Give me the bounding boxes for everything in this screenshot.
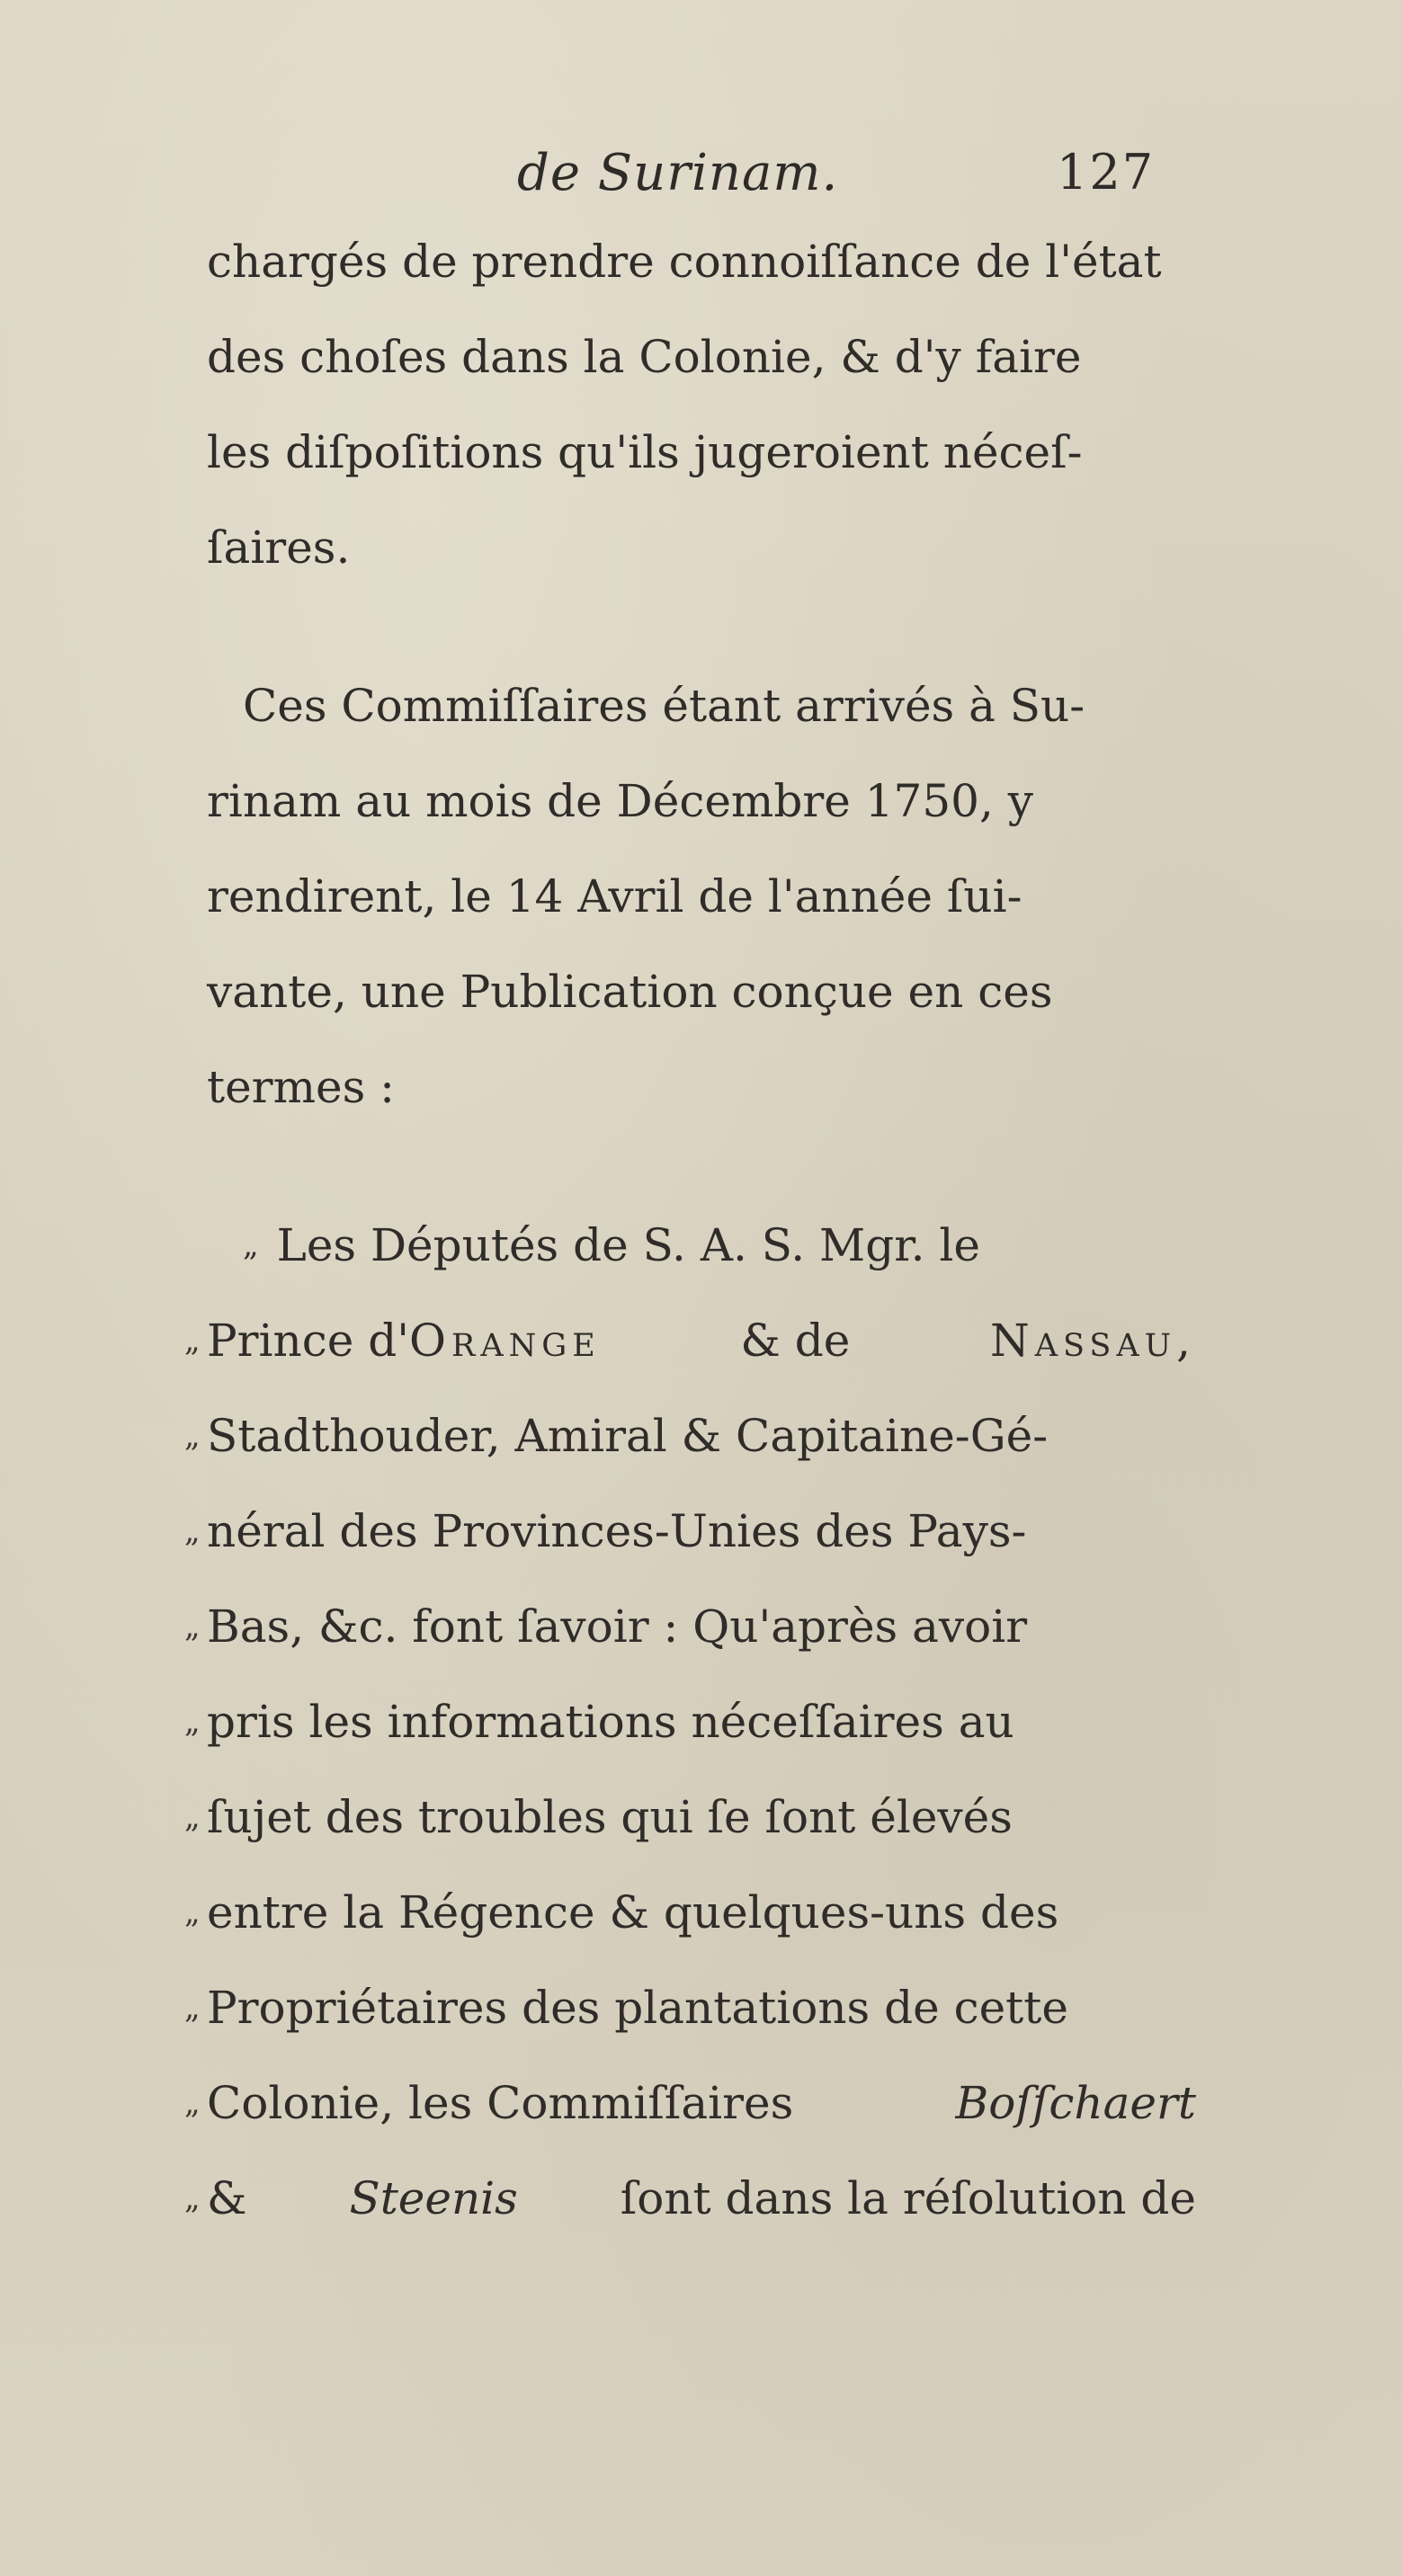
page-number: 127: [1057, 144, 1156, 201]
text-line: termes :: [207, 1061, 395, 1113]
quote-line: [184, 1960, 1196, 2055]
quote-line: [184, 1674, 1196, 1769]
quote-mark: „: [184, 1894, 201, 1930]
text-line: les diſpoſitions qu'ils jugeroient néceſ-: [207, 426, 1083, 478]
quote-mark: „: [184, 2085, 201, 2121]
quote-line: [184, 1865, 1196, 1960]
quote-mark: „: [184, 2180, 201, 2216]
quote-mark: „: [184, 1799, 201, 1835]
quote-fragment: ſont dans la réſolution de: [620, 2172, 1196, 2224]
quote-line: [184, 1293, 1196, 1388]
quote-line: [184, 1484, 1196, 1579]
quote-line: [184, 1579, 1196, 1674]
page-header: [0, 144, 1402, 207]
text-line: rinam au mois de Décembre 1750, y: [207, 775, 1034, 827]
quote-mark: „: [184, 1609, 201, 1645]
quote-fragment: & de: [740, 1315, 851, 1367]
name-bosschaert: Boſſchaert: [955, 2077, 1196, 2129]
quote-fragment: Prince d': [207, 1315, 409, 1367]
name-steenis: Steenis: [349, 2172, 518, 2224]
quote-text: néral des Provinces-Unies des Pays-: [207, 1505, 1027, 1557]
text-line: rendirent, le 14 Avril de l'année ſui-: [207, 870, 1022, 923]
quote-mark: „: [243, 1227, 259, 1263]
name-nassau: Nassau,: [989, 1315, 1196, 1367]
quote-line: [184, 2055, 1196, 2151]
quote-line: [184, 1769, 1196, 1865]
text-line: des choſes dans la Colonie, & d'y faire: [207, 331, 1082, 383]
quote-mark: „: [184, 1418, 201, 1454]
quote-line: [184, 2151, 1196, 2246]
running-head: de Surinam.: [517, 144, 839, 202]
quote-mark: „: [184, 1704, 201, 1740]
quote-line: [207, 1198, 1196, 1293]
text-line: ſaires.: [207, 521, 351, 574]
quote-text: [207, 2151, 1196, 2246]
quote-mark: „: [184, 1513, 201, 1549]
quote-text: [207, 2055, 1196, 2151]
quoted-publication: [184, 1198, 1196, 2246]
quote-text: Propriétaires des plantations de cette: [207, 1982, 1068, 2034]
quote-text: Stadthouder, Amiral & Capitaine-Gé-: [207, 1410, 1049, 1462]
text-line: chargés de prendre connoiſſance de l'état: [207, 236, 1162, 288]
quote-mark: „: [184, 1323, 201, 1359]
body-text: [184, 214, 1196, 2246]
quote-text: [207, 1293, 1196, 1388]
name-orange: Orange: [408, 1315, 601, 1367]
quote-text: entre la Régence & quelques-uns des: [207, 1886, 1059, 1939]
quote-mark: „: [184, 1990, 201, 2026]
quote-text-prince: [207, 1293, 601, 1388]
paragraph-2: [207, 658, 1196, 1135]
quote-text: ſujet des troubles qui ſe ſont élevés: [207, 1791, 1013, 1843]
quote-fragment: Colonie, les Commiſſaires: [207, 2077, 794, 2129]
quote-fragment: &: [207, 2172, 247, 2224]
quote-text: Bas, &c. font ſavoir : Qu'après avoir: [207, 1600, 1028, 1653]
text-line: vante, une Publication conçue en ces: [207, 966, 1053, 1018]
quote-text: pris les informations néceſſaires au: [207, 1696, 1014, 1748]
text-line: Ces Commiſſaires étant arrivés à Su-: [243, 680, 1085, 732]
quote-line: [184, 1388, 1196, 1484]
quote-text: Les Députés de S. A. S. Mgr. le: [276, 1219, 980, 1271]
paragraph-1: [207, 214, 1196, 595]
